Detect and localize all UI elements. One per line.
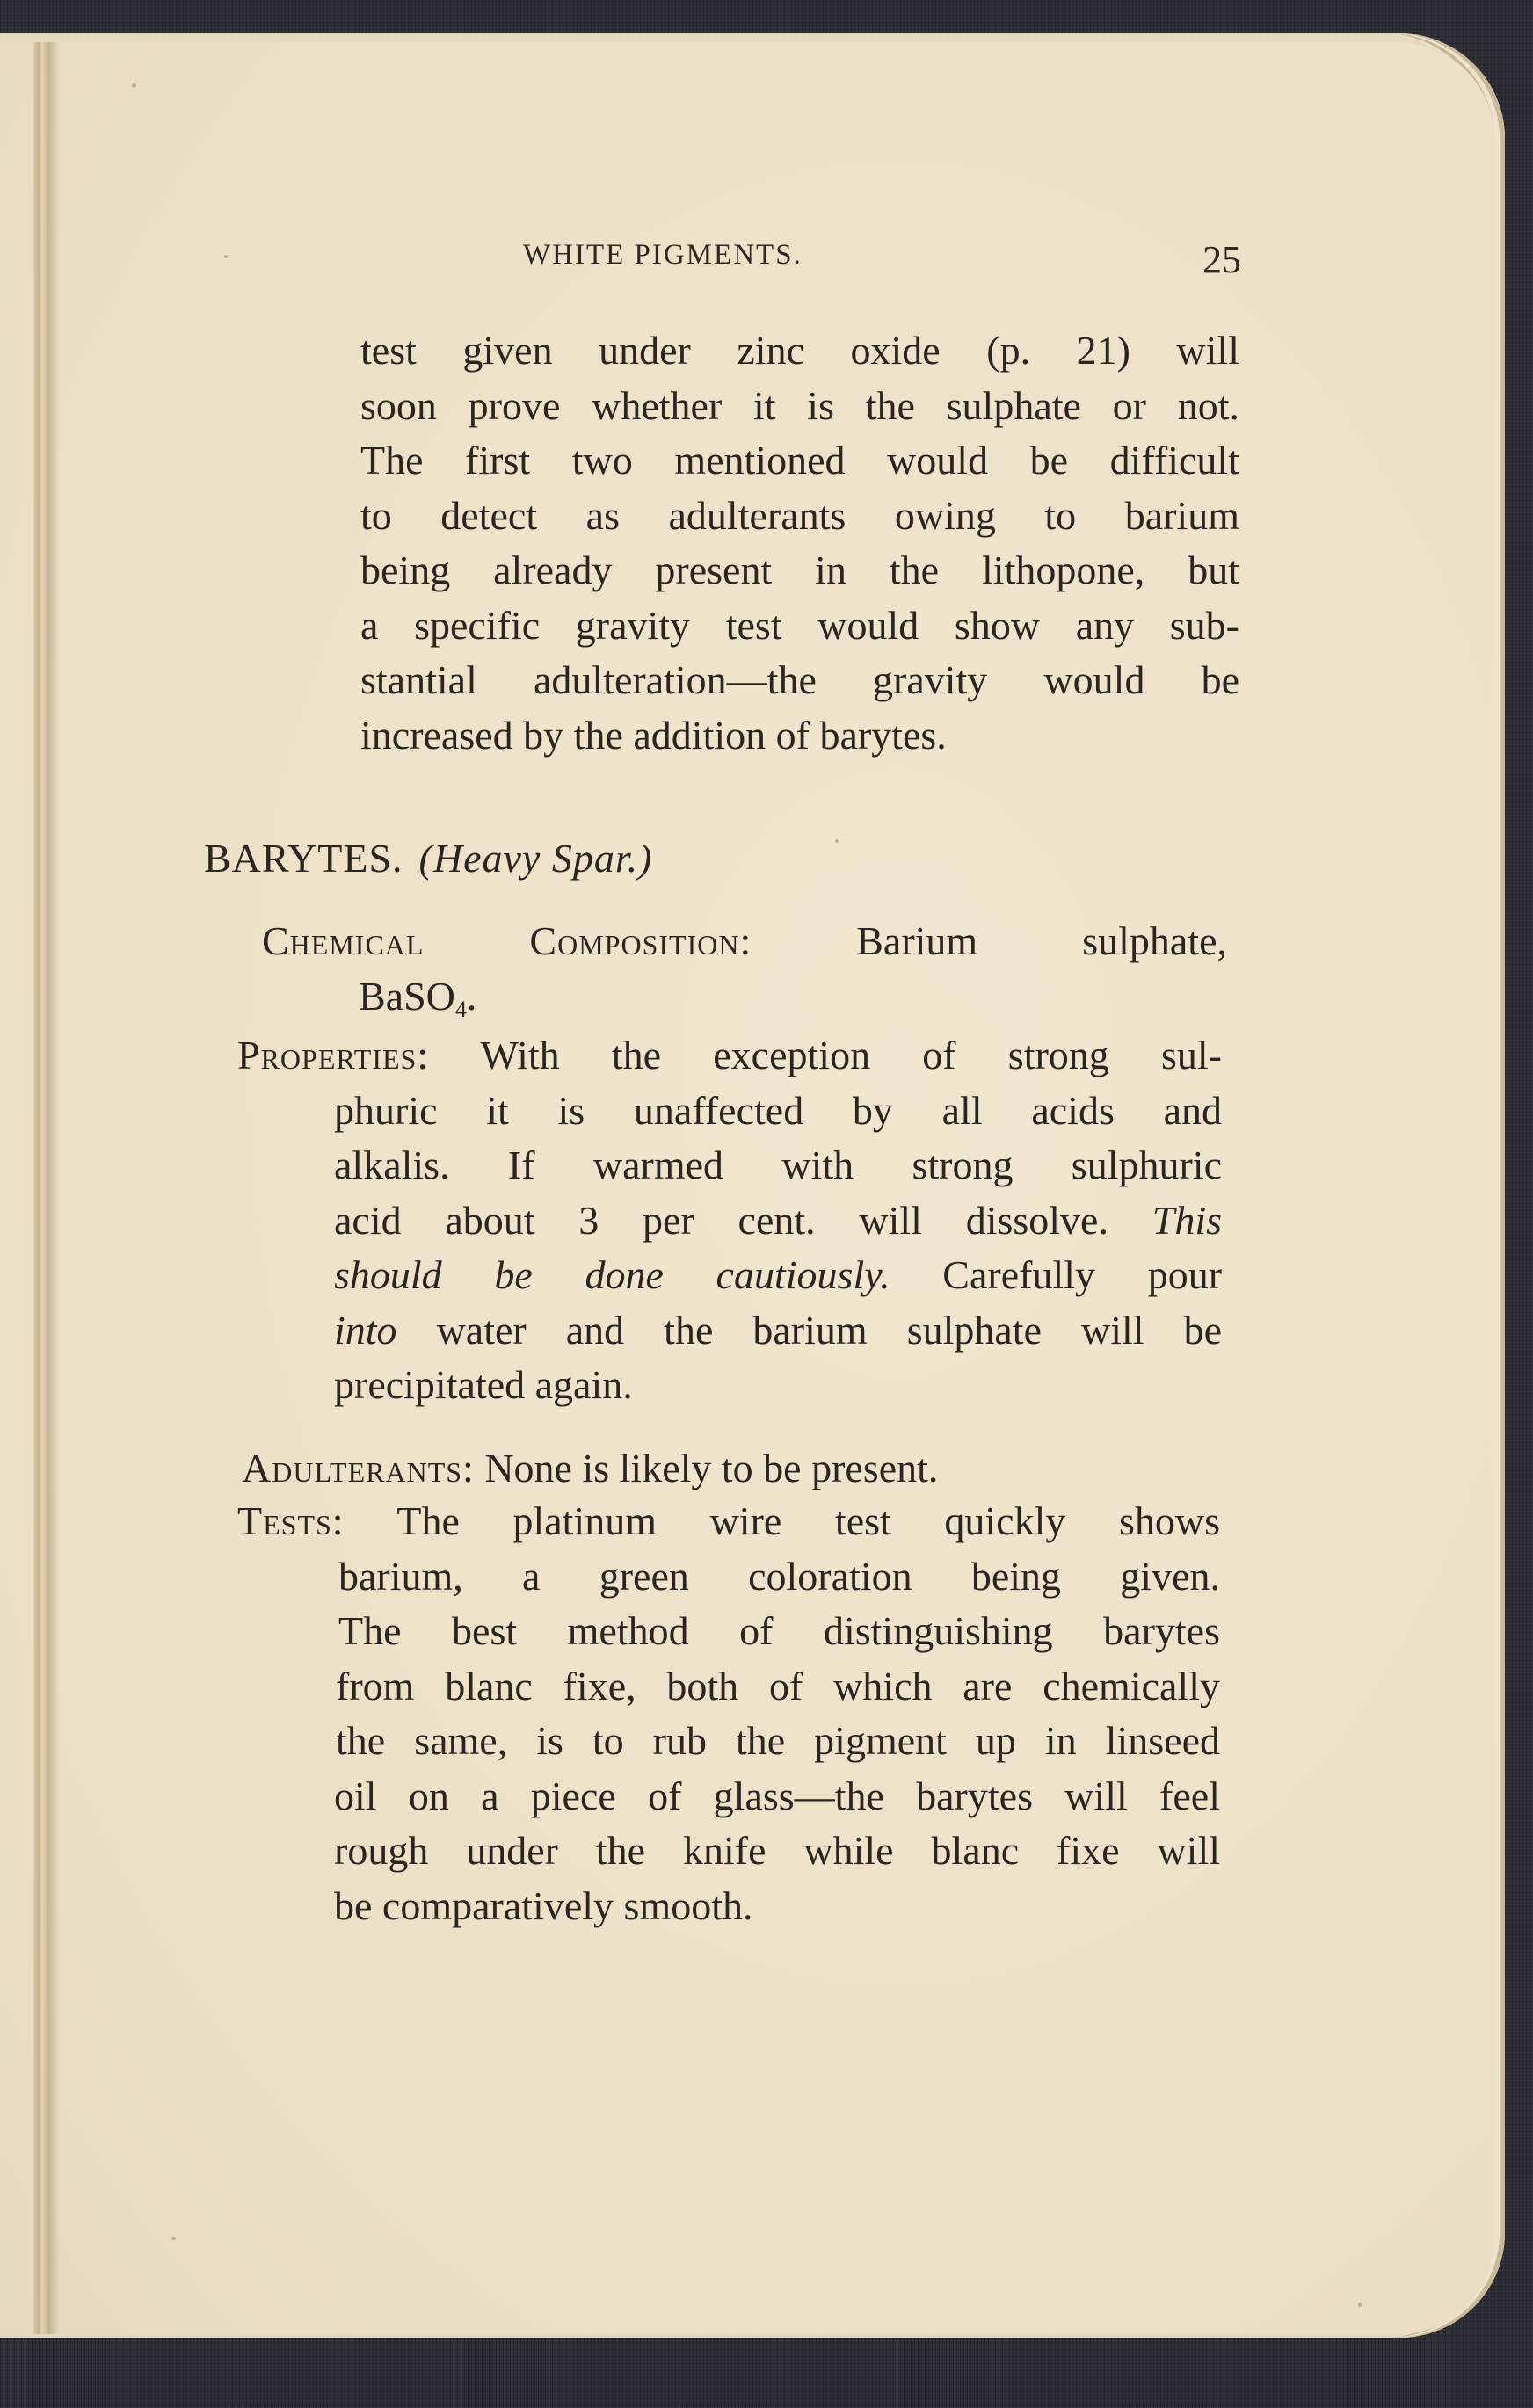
paragraph-line: to detect as adulterants owing to barium xyxy=(360,492,1239,538)
entry-line xyxy=(237,1303,1222,1359)
entry-text: The platinum wire test quickly shows xyxy=(396,1498,1220,1543)
paragraph-line: a specific gravity test would show any sub- xyxy=(360,602,1239,648)
entry-text: Carefully pour xyxy=(942,1252,1223,1297)
entry-line: precipitated again. xyxy=(334,1362,633,1407)
entry-tests xyxy=(237,1494,1220,1933)
entry-line: barium, a green coloration being given. xyxy=(338,1553,1220,1599)
entry-text: acid about 3 per cent. will dissolve. xyxy=(334,1197,1108,1243)
page-number: 25 xyxy=(1202,238,1241,281)
paper-speck xyxy=(224,255,228,258)
entry-adulterants xyxy=(242,1441,1217,1497)
paper-speck xyxy=(171,2237,176,2240)
formula-end: . xyxy=(466,973,477,1019)
chemical-formula xyxy=(262,969,1227,1038)
entry-line: oil on a piece of glass—the barytes will feel xyxy=(334,1773,1220,1818)
gutter-shadow xyxy=(47,42,60,2334)
entry-line: be comparatively smooth. xyxy=(334,1882,753,1928)
entry-line: The best method of distinguishing barytes xyxy=(338,1608,1220,1653)
paper-speck xyxy=(132,83,136,88)
entry-label: Properties: xyxy=(237,1033,430,1077)
paper-speck xyxy=(835,839,839,843)
formula-base: BaSO xyxy=(359,973,455,1019)
entry-text: None is likely to be present. xyxy=(484,1446,939,1490)
entry-first-line xyxy=(242,1441,1217,1497)
entry-line: phuric it is unaffected by all acids and xyxy=(334,1087,1222,1133)
entry-first-line xyxy=(237,1028,1222,1084)
paragraph-line: test given under zinc oxide (p. 21) will xyxy=(360,328,1239,373)
section-heading xyxy=(204,835,652,881)
section-title: BARYTES. xyxy=(204,836,403,881)
entry-chemical-composition xyxy=(262,914,1227,1037)
entry-line: from blanc fixe, both of which are chemically xyxy=(336,1663,1220,1708)
entry-italic-text: This xyxy=(1152,1197,1222,1243)
entry-italic-text: into xyxy=(334,1307,397,1353)
formula-subscript: 4 xyxy=(454,996,467,1022)
paragraph-line: The first two mentioned would be difficult xyxy=(360,438,1239,482)
entry-text: With the exception of strong sul- xyxy=(480,1033,1222,1077)
entry-line: the same, is to rub the pigment up in linseed xyxy=(336,1718,1220,1763)
paragraph-line: being already present in the lithopone, but xyxy=(360,548,1239,592)
continued-paragraph xyxy=(360,323,1239,763)
entry-line: alkalis. If warmed with strong sulphuric xyxy=(334,1142,1222,1187)
paper-speck xyxy=(1358,2303,1362,2307)
entry-text: Barium sulphate, xyxy=(856,918,1227,963)
entry-first-line xyxy=(237,1494,1220,1549)
entry-line: rough under the knife while blanc fixe will xyxy=(334,1828,1220,1873)
entry-label: Adulterants: xyxy=(242,1446,475,1490)
entry-italic-text: should be done cautiously. xyxy=(334,1252,890,1297)
paragraph-line: increased by the addition of barytes. xyxy=(360,712,947,758)
running-head-title: WHITE PIGMENTS. xyxy=(523,239,803,271)
entry-line xyxy=(237,1248,1222,1303)
entry-properties xyxy=(237,1028,1222,1413)
entry-label: Tests: xyxy=(237,1498,345,1543)
binding-gutter xyxy=(33,42,47,2334)
paragraph-line: soon prove whether it is the sulphate or not. xyxy=(360,382,1239,428)
entry-line xyxy=(237,1193,1222,1249)
section-subtitle: (Heavy Spar.) xyxy=(418,836,653,881)
entry-first-line xyxy=(262,914,1227,969)
entry-label: Chemical Composition: xyxy=(262,918,752,963)
entry-text: water and the barium sulphate will be xyxy=(436,1307,1222,1353)
paragraph-line: stantial adulteration—the gravity would be xyxy=(360,657,1239,702)
